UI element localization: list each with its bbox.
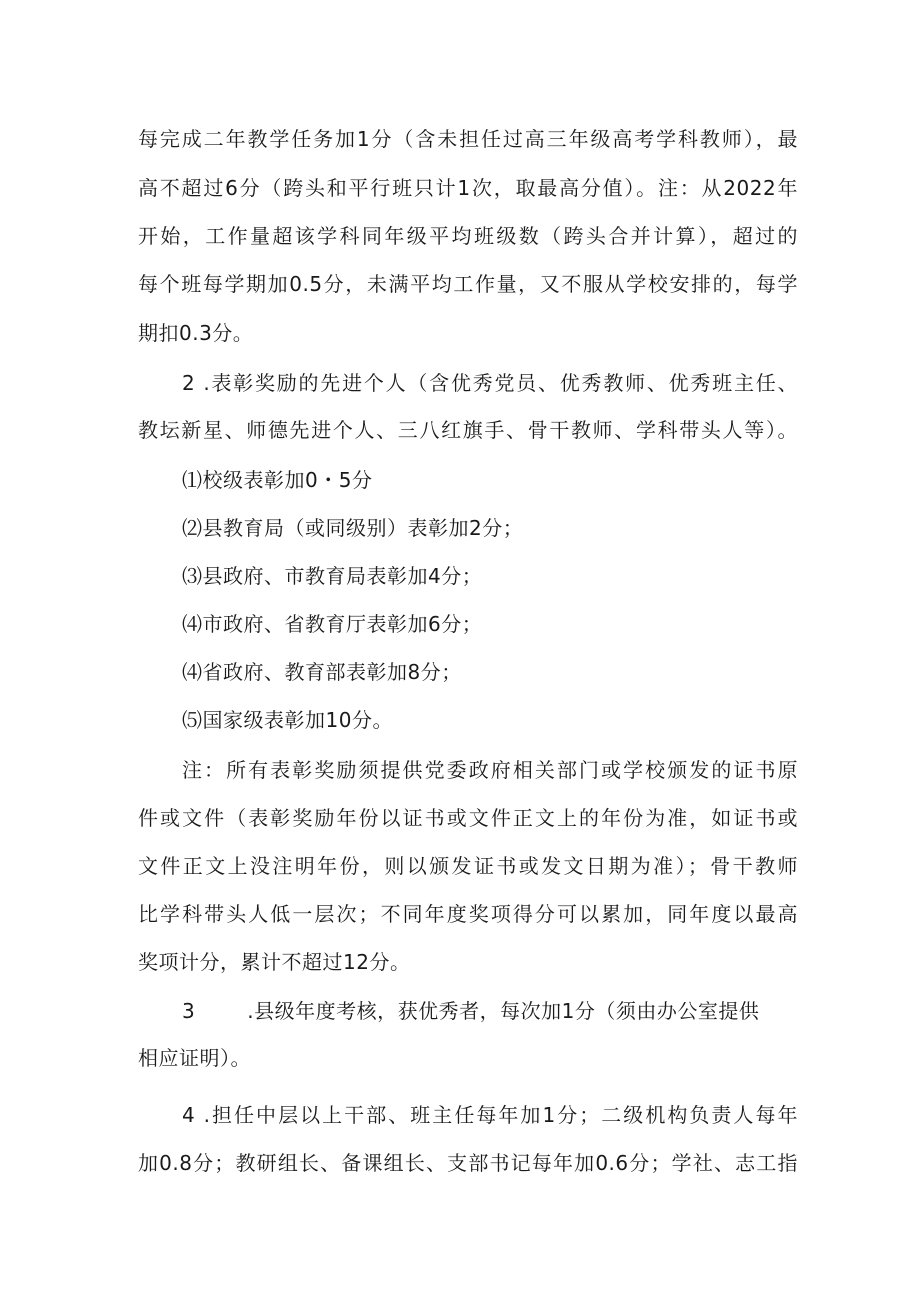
note-line: 件或文件（表彰奖励年份以证书或文件正文上的年份为准，如证书或 bbox=[138, 806, 798, 830]
note-line: 奖项计分，累计不超过12分。 bbox=[138, 950, 411, 974]
paragraph-line: 每完成二年教学任务加1分（含未担任过高三年级高考学科教师），最 bbox=[138, 127, 798, 151]
note-line: 文件正文上没注明年份，则以颁发证书或发文日期为准）；骨干教师 bbox=[138, 854, 798, 878]
paragraph-line: 加0.8分；教研组长、备课组长、支部书记每年加0.6分；学社、志工指 bbox=[138, 1151, 798, 1175]
paragraph-line: 每个班每学期加0.5分，未满平均工作量，又不服从学校安排的，每学 bbox=[138, 272, 798, 296]
award-item: ⑷省政府、教育部表彰加8分； bbox=[182, 660, 462, 684]
paragraph-line: 高不超过6分（跨头和平行班只计1次，取最高分值）。注：从2022年 bbox=[138, 176, 798, 200]
award-item: ⑸国家级表彰加10分。 bbox=[182, 708, 393, 732]
note-line: 比学科带头人低一层次；不同年度奖项得分可以累加，同年度以最高 bbox=[138, 902, 798, 926]
paragraph-line: 开始，工作量超该学科同年级平均班级数（跨头合并计算），超过的 bbox=[138, 224, 798, 248]
paragraph-line: 教坛新星、师德先进个人、三八红旗手、骨干教师、学科带头人等）。 bbox=[138, 418, 798, 442]
section-number: 3 bbox=[182, 999, 196, 1023]
paragraph-line: 期扣0.3分。 bbox=[138, 321, 254, 345]
award-item: ⑵县教育局（或同级别）表彰加2分； bbox=[182, 516, 524, 540]
paragraph-line: 相应证明）。 bbox=[138, 1046, 251, 1070]
award-item: ⑷市政府、省教育厅表彰加6分； bbox=[182, 612, 483, 636]
award-item: ⑴校级表彰加0・5分 bbox=[182, 468, 373, 492]
note-line: 注：所有表彰奖励须提供党委政府相关部门或学校颁发的证书原 bbox=[182, 758, 798, 782]
section-text: .县级年度考核，获优秀者，每次加1分（须由办公室提供 bbox=[247, 999, 760, 1023]
section-heading-line: 4 .担任中层以上干部、班主任每年加1分；二级机构负责人每年 bbox=[182, 1103, 798, 1127]
section-heading-line bbox=[182, 997, 798, 1025]
award-item: ⑶县政府、市教育局表彰加4分； bbox=[182, 564, 483, 588]
section-heading-line: 2 .表彰奖励的先进个人（含优秀党员、优秀教师、优秀班主任、 bbox=[182, 371, 798, 395]
